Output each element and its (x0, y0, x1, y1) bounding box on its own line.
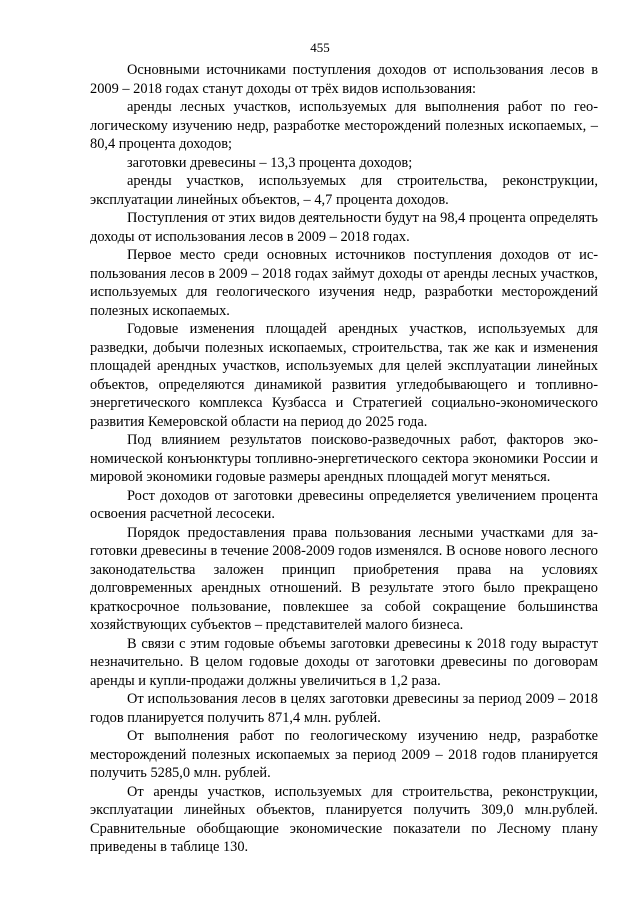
paragraph: Первое место среди основных источников поступления доходов от использования лесов в 2009 – 2018 годах займут доходы от аренды лесных участков, используемых для геологического изучения недр, разработки месторождений полезных ископаемых. (90, 247, 598, 319)
paragraph: Основными источниками поступления доходов от использования лесов в 2009 – 2018 годах станут доходы от трёх видов использования: (90, 62, 598, 97)
paragraph: Годовые изменения площадей арендных участков, используемых для разведки, добычи полезных ископаемых, строительства, так же как и изменения площадей арендных участков, используемых для целей эксплуатации линейных объектов, определяются динамикой развития угледобывающего и топливно-энергетического комплекса Кузбасса и Стратегией социально-экономического развития Кемеровской области на период до 2025 года. (90, 321, 598, 430)
paragraph: аренды участков, используемых для строительства, реконструкции, эксплуатации линейных объектов, – 4,7 процента доходов. (90, 173, 598, 208)
paragraph: В связи с этим годовые объемы заготовки древесины к 2018 году вырастут незначительно. В целом годовые доходы от заготовки древесины по договорам аренды и купли-продажи должны увеличиться в 1,2 раза. (90, 635, 598, 689)
page-number: 455 (310, 40, 330, 55)
document-body (90, 61, 598, 857)
paragraph: Порядок предоставления права пользования лесными участками для заготовки древесины в течение 2008-2009 годов изменялся. В основе нового лесного законодательства заложен принцип приобретения права на условиях долговременных арендных отношений. В результате этого было прекращено краткосрочное пользование, повлекшее за собой сокращение большинства хозяйствующих субъектов – представителей малого бизнеса. (90, 524, 598, 633)
paragraph: заготовки древесины – 13,3 процента доходов; (127, 154, 413, 171)
paragraph: аренды лесных участков, используемых для выполнения работ по геологическому изучению недр, разработке месторождений полезных ископаемых, – 80,4 процента доходов; (90, 99, 598, 152)
paragraph: Поступления от этих видов деятельности будут на 98,4 процента определять доходы от использования лесов в 2009 – 2018 годах. (90, 210, 598, 245)
paragraph: Рост доходов от заготовки древесины определяется увеличением процента освоения расчетной лесосеки. (90, 487, 598, 522)
paragraph: От использования лесов в целях заготовки древесины за период 2009 – 2018 годов планируется получить 871,4 млн. рублей. (90, 691, 598, 726)
paragraph: От выполнения работ по геологическому изучению недр, разработке месторождений полезных ископаемых за период 2009 – 2018 годов планируется получить 5285,0 млн. рублей. (90, 728, 598, 781)
paragraph: От аренды участков, используемых для строительства, реконструкции, эксплуатации линейных объектов, планируется получить 309,0 млн.рублей. Сравнительные обобщающие экономические показатели по Лесному плану приведены в таблице 130. (90, 783, 598, 855)
paragraph: Под влиянием результатов поисково-разведочных работ, факторов экономической конъюнктуры топливно-энергетического сектора экономики России и мировой экономики годовые размеры арендных площадей могут меняться. (90, 432, 598, 485)
